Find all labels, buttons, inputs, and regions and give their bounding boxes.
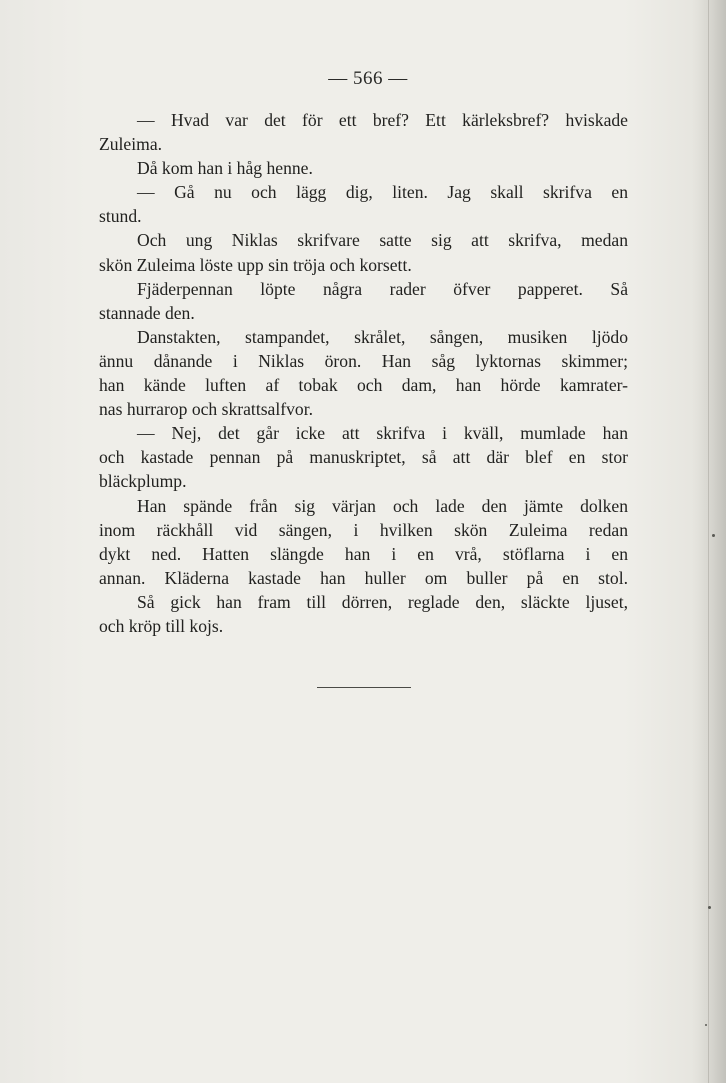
text-line: Danstakten, stampandet, skrålet, sången, musiken ljödo bbox=[137, 326, 628, 347]
text-line: Zuleima. bbox=[99, 134, 163, 155]
text-line: Och ung Niklas skrifvare satte sig att skrifva, medan bbox=[137, 230, 628, 251]
text-line: Så gick han fram till dörren, reglade den, släckte ljuset, bbox=[137, 591, 628, 612]
text-line: Han spände från sig värjan och lade den jämte dolken bbox=[137, 495, 628, 516]
print-speck bbox=[705, 1024, 707, 1026]
page-number: — 566 — bbox=[328, 68, 408, 89]
text-line: dykt ned. Hatten slängde han i en vrå, stöflarna i en bbox=[99, 543, 628, 564]
page-edge-shadow bbox=[692, 0, 726, 1083]
text-line: stund. bbox=[99, 206, 142, 227]
text-line: han kände luften af tobak och dam, han hörde kamrater- bbox=[99, 375, 628, 396]
text-line: ännu dånande i Niklas öron. Han såg lyktornas skimmer; bbox=[99, 350, 628, 371]
print-speck bbox=[708, 906, 711, 909]
text-line: inom räckhåll vid sängen, i hvilken skön Zuleima redan bbox=[99, 519, 628, 540]
section-end-rule bbox=[317, 687, 411, 688]
text-line: och kröp till kojs. bbox=[99, 615, 224, 636]
print-speck bbox=[712, 534, 715, 537]
text-line: — Nej, det går icke att skrifva i kväll, mumlade han bbox=[137, 423, 628, 444]
text-line: nas hurrarop och skrattsalfvor. bbox=[99, 399, 313, 420]
text-line: — Gå nu och lägg dig, liten. Jag skall skrifva en bbox=[137, 182, 628, 203]
text-line: annan. Kläderna kastade han huller om buller på en stol. bbox=[99, 567, 628, 588]
page-edge-line bbox=[708, 0, 709, 1083]
text-line: skön Zuleima löste upp sin tröja och korsett. bbox=[99, 254, 412, 275]
text-line: stannade den. bbox=[99, 302, 195, 323]
text-line: och kastade pennan på manuskriptet, så att där blef en stor bbox=[99, 447, 628, 468]
text-line: — Hvad var det för ett bref? Ett kärleksbref? hviskade bbox=[137, 110, 628, 130]
text-line: Då kom han i håg henne. bbox=[137, 158, 313, 179]
body-text bbox=[99, 108, 628, 638]
text-line: Fjäderpennan löpte några rader öfver papperet. Så bbox=[137, 278, 628, 299]
text-line: bläckplump. bbox=[99, 471, 187, 492]
